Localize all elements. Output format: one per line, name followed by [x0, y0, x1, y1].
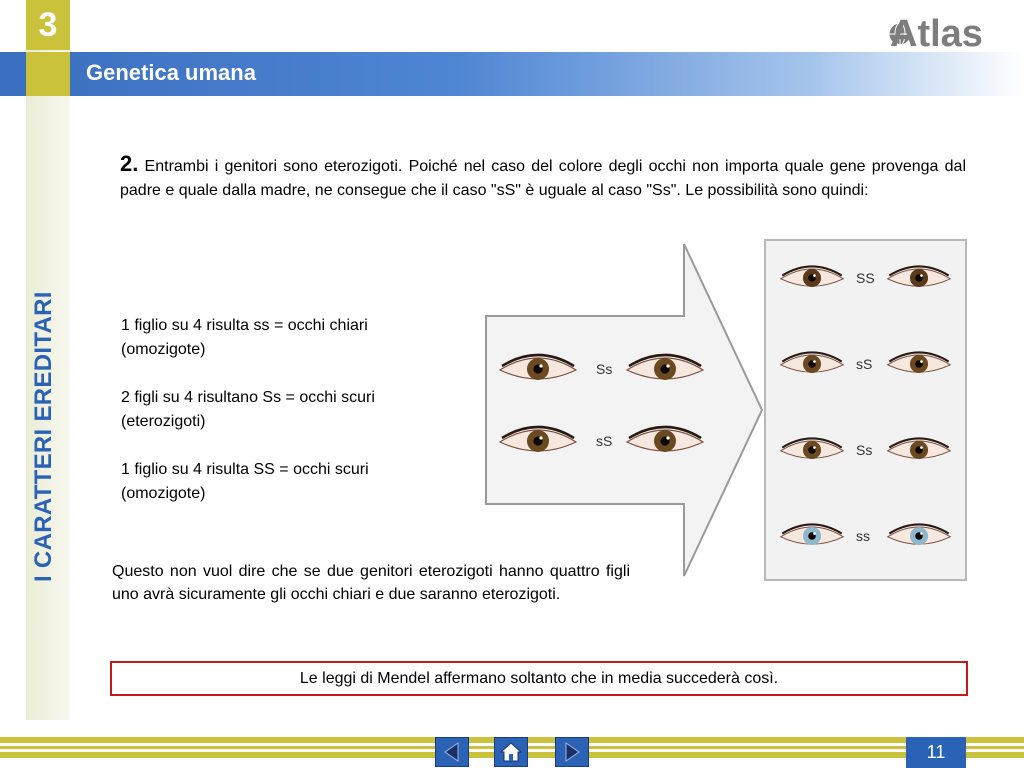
- parent-left-eye: [498, 424, 578, 463]
- list-item: [121, 386, 451, 434]
- outcome-line: (omozigote): [121, 485, 206, 502]
- list-item: [121, 314, 451, 362]
- child-left-eye: [779, 264, 845, 297]
- outcome-line: (omozigote): [121, 341, 206, 358]
- eye-icon: [779, 522, 845, 550]
- eye-icon: [779, 436, 845, 464]
- child-left-eye: [779, 350, 845, 383]
- header-bar: [0, 52, 1024, 96]
- list-item: [121, 458, 451, 506]
- note-paragraph: Questo non vuol dire che se due genitori eterozigoti hanno quattro figli uno avrà sicuramente gli occhi chiari e due saranno eterozigoti.: [112, 563, 630, 603]
- eye-icon: [498, 352, 578, 386]
- parents-arrow: [484, 242, 766, 578]
- child-right-eye: [886, 350, 952, 383]
- prev-button[interactable]: [435, 737, 469, 767]
- page-title: Genetica umana: [86, 60, 256, 85]
- eye-icon: [779, 264, 845, 292]
- child-left-eye: [779, 522, 845, 555]
- section-label: I CARATTERI EREDITARI: [30, 291, 57, 582]
- child-right-eye: [886, 522, 952, 555]
- parent-genotype-label: Ss: [596, 361, 613, 377]
- parent-right-eye: [625, 424, 705, 463]
- mendel-callout: Le leggi di Mendel affermano soltanto che in media succederà così.: [110, 661, 968, 696]
- eye-icon: [498, 424, 578, 458]
- child-right-eye: [886, 264, 952, 297]
- eye-icon: [886, 264, 952, 292]
- next-arrow-icon: [561, 741, 583, 763]
- child-left-eye: [779, 436, 845, 469]
- prev-arrow-icon: [441, 741, 463, 763]
- home-icon: [499, 741, 523, 763]
- parent-right-eye: [625, 352, 705, 391]
- next-button[interactable]: [555, 737, 589, 767]
- chapter-badge: 3: [26, 0, 70, 50]
- logo-text: Atlas: [890, 13, 983, 52]
- intro-number: 2.: [120, 151, 139, 176]
- eye-icon: [886, 350, 952, 378]
- page-number: 11: [906, 737, 966, 768]
- outcome-line: (eterozigoti): [121, 413, 206, 430]
- intro-paragraph: [120, 152, 966, 203]
- atlas-logo: [878, 8, 1004, 52]
- child-genotype-label: ss: [856, 528, 870, 544]
- eye-icon: [625, 424, 705, 458]
- child-genotype-label: Ss: [856, 442, 873, 458]
- eye-icon: [625, 352, 705, 386]
- child-right-eye: [886, 436, 952, 469]
- header-gold-block: [26, 52, 70, 96]
- eye-icon: [886, 436, 952, 464]
- parent-left-eye: [498, 352, 578, 391]
- child-genotype-label: sS: [856, 356, 873, 372]
- parent-genotype-label: sS: [596, 433, 613, 449]
- eye-icon: [886, 522, 952, 550]
- eye-icon: [779, 350, 845, 378]
- intro-text: Entrambi i genitori sono eterozigoti. Poiché nel caso del colore degli occhi non importa quale gene provenga dal padre e quale dalla madre, ne consegue che il caso "sS" è uguale al caso "Ss". Le possibilità sono quindi:: [120, 158, 966, 199]
- home-button[interactable]: [494, 737, 528, 767]
- outcome-line: 1 figlio su 4 risulta ss = occhi chiari: [121, 317, 368, 334]
- outcomes-list: [121, 314, 451, 530]
- child-genotype-label: SS: [856, 270, 875, 286]
- outcome-line: 2 figli su 4 risultano Ss = occhi scuri: [121, 389, 375, 406]
- outcome-line: 1 figlio su 4 risulta SS = occhi scuri: [121, 461, 369, 478]
